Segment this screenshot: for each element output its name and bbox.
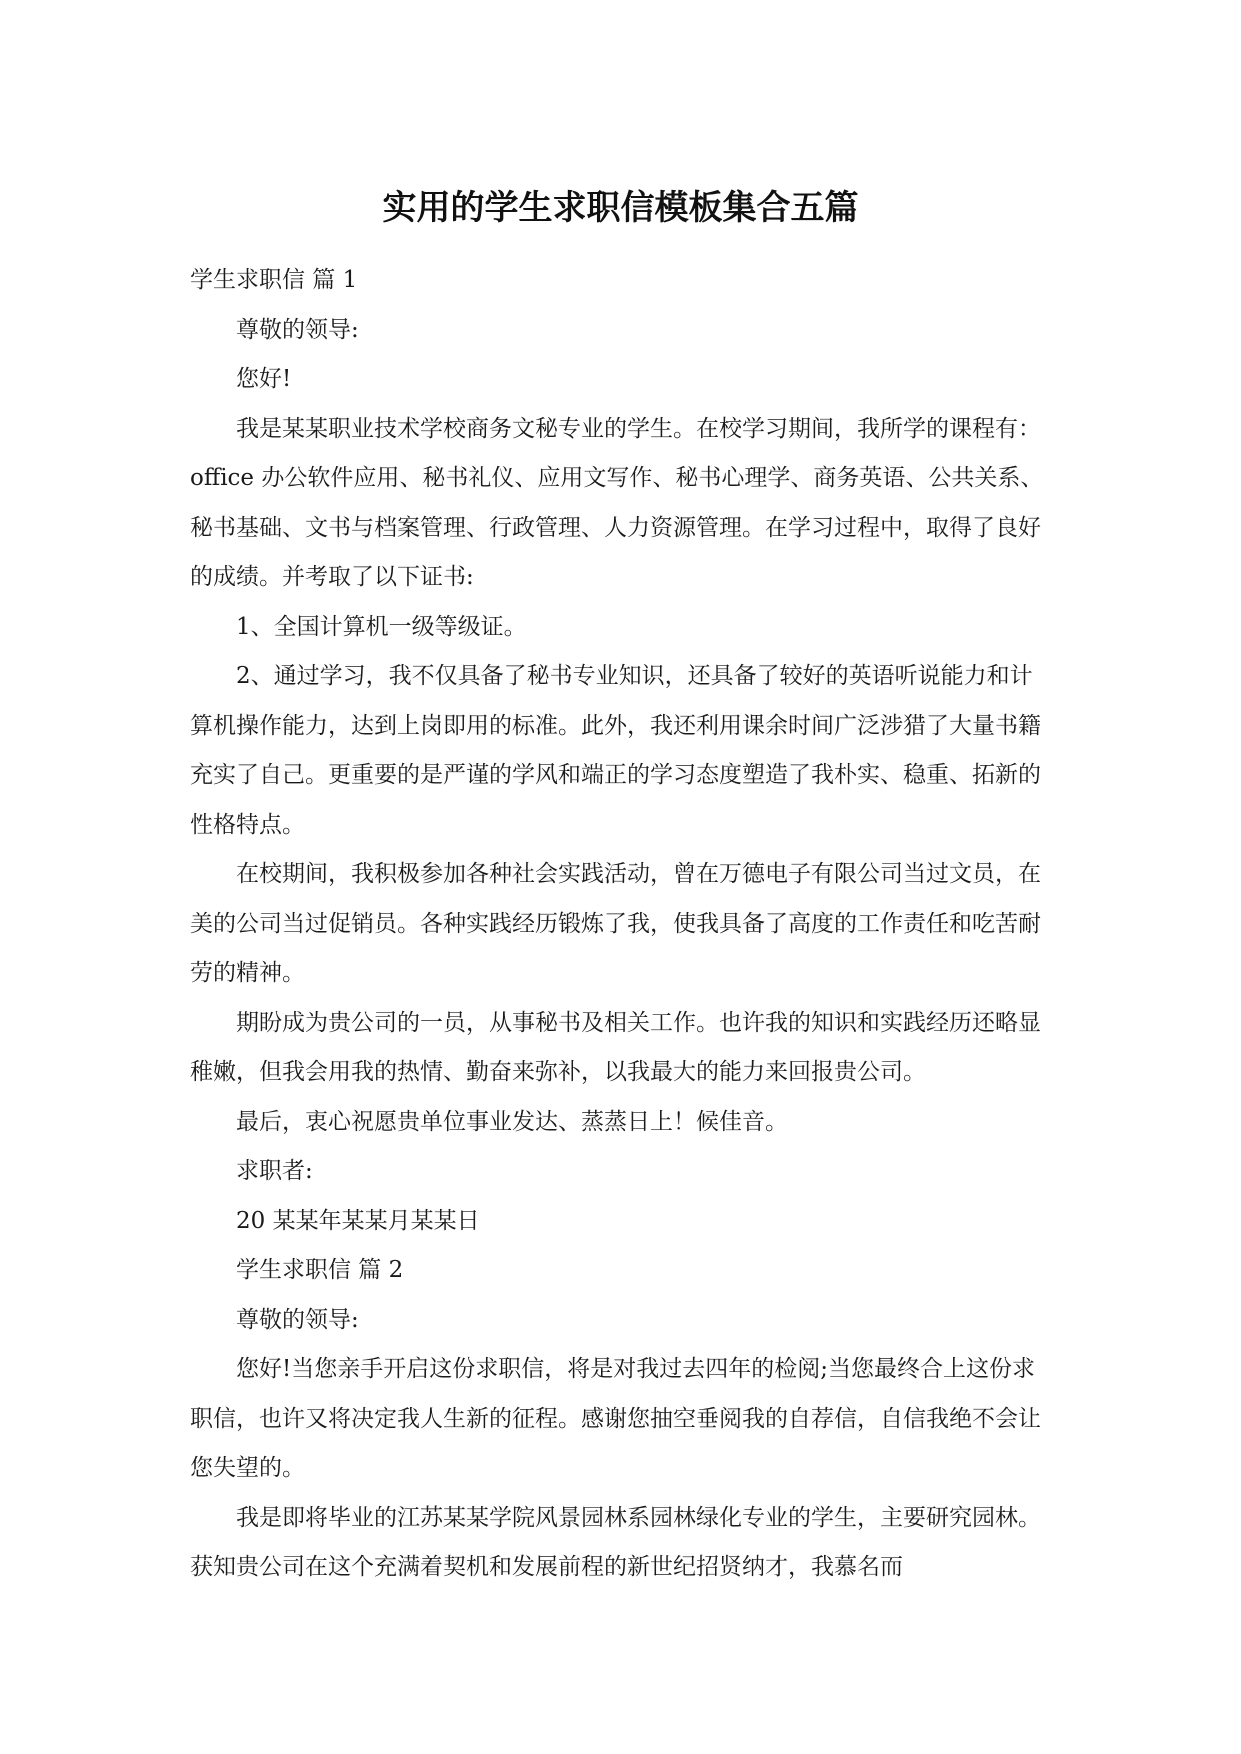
paragraph: 学生求职信 篇 2 — [236, 1257, 404, 1283]
paragraph: 您好! — [236, 366, 292, 392]
document-body — [190, 256, 1050, 1593]
paragraph: 尊敬的领导: — [236, 316, 359, 343]
paragraph: 在校期间，我积极参加各种社会实践活动，曾在万德电子有限公司当过文员，在美的公司当过促销员。各种实践经历锻炼了我，使我具备了高度的工作责任和吃苦耐劳的精神。 — [190, 861, 1041, 986]
paragraph: 期盼成为贵公司的一员，从事秘书及相关工作。也许我的知识和实践经历还略显稚嫩，但我会用我的热情、勤奋来弥补，以我最大的能力来回报贵公司。 — [190, 1009, 1041, 1085]
paragraph: 1、全国计算机一级等级证。 — [236, 613, 527, 640]
paragraph: 学生求职信 篇 1 — [190, 267, 358, 293]
paragraph: 求职者: — [236, 1158, 313, 1184]
paragraph: 我是某某职业技术学校商务文秘专业的学生。在校学习期间，我所学的课程有：office 办公软件应用、秘书礼仪、应用文写作、秘书心理学、商务英语、公共关系、秘书基础、文书与档案管理、行政管理、人力资源管理。在学习过程中，取得了良好的成绩。并考取了以下证书: — [190, 415, 1044, 590]
paragraph: 我是即将毕业的江苏某某学院风景园林系园林绿化专业的学生，主要研究园林。获知贵公司在这个充满着契机和发展前程的新世纪招贤纳才，我慕名而 — [190, 1504, 1041, 1580]
paragraph: 2、通过学习，我不仅具备了秘书专业知识，还具备了较好的英语听说能力和计算机操作能力，达到上岗即用的标准。此外，我还利用课余时间广泛涉猎了大量书籍充实了自己。更重要的是严谨的学风和端正的学习态度塑造了我朴实、稳重、拓新的性格特点。 — [190, 663, 1041, 838]
paragraph: 20 某某年某某月某某日 — [236, 1207, 480, 1234]
paragraph: 您好!当您亲手开启这份求职信，将是对我过去四年的检阅;当您最终合上这份求职信，也许又将决定我人生新的征程。感谢您抽空垂阅我的自荐信，自信我绝不会让您失望的。 — [190, 1356, 1041, 1481]
paragraph: 尊敬的领导: — [236, 1306, 359, 1333]
document-title: 实用的学生求职信模板集合五篇 — [382, 188, 859, 228]
paragraph: 最后，衷心祝愿贵单位事业发达、蒸蒸日上！候佳音。 — [236, 1108, 788, 1135]
